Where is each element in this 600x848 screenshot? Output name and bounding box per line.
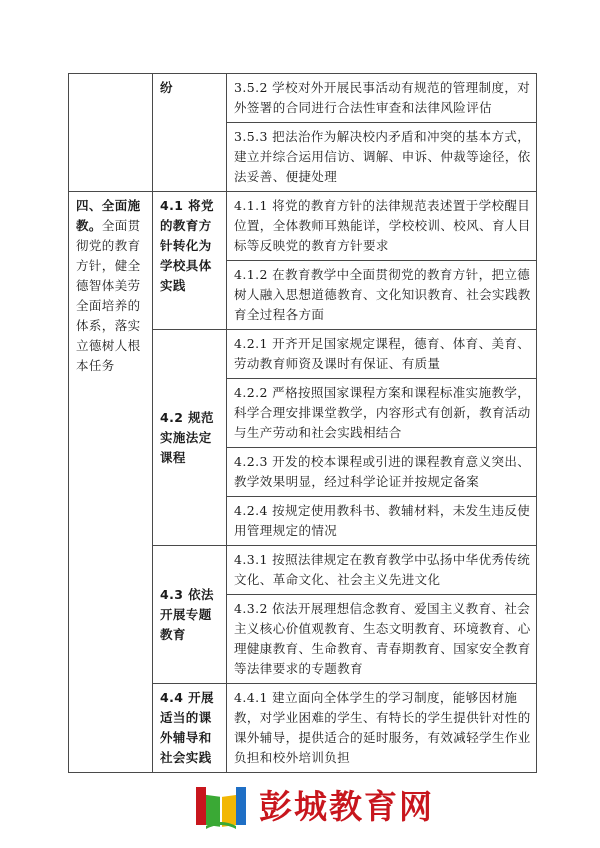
empty-level1-cell <box>69 74 153 192</box>
site-name: 彭城教育网 <box>259 786 434 826</box>
level2-continued-cell: 纷 <box>153 74 227 192</box>
level3-cell: 4.3.2 依法开展理想信念教育、爱国主义教育、社会主义核心价值观教育、生态文明教育、环境教育、心理健康教育、生命教育、青春期教育、国家安全教育等法律要求的专题教育 <box>227 595 537 684</box>
level3-cell: 4.1.2 在教育教学中全面贯彻党的教育方针，把立德树人融入思想道德教育、文化知识教育、社会实践教育全过程各方面 <box>227 261 537 330</box>
level2-cell: 4.2 规范实施法定课程 <box>153 330 227 546</box>
level1-description: 全面贯彻党的教育方针，健全德智体美劳全面培养的体系，落实立德树人根本任务 <box>76 218 141 373</box>
table-row <box>69 74 537 123</box>
level3-cell: 4.4.1 建立面向全体学生的学习制度，能够因材施教，对学业困难的学生、有特长的学生提供针对性的课外辅导，提供适合的延时服务，有效减轻学生作业负担和校外培训负担 <box>227 684 537 773</box>
level2-cell: 4.1 将党的教育方针转化为学校具体实践 <box>153 192 227 330</box>
level3-cell: 4.3.1 按照法律规定在教育教学中弘扬中华优秀传统文化、革命文化、社会主义先进文化 <box>227 546 537 595</box>
level2-cell: 4.3 依法开展专题教育 <box>153 546 227 684</box>
level1-cell <box>69 192 153 773</box>
criteria-table <box>68 73 537 773</box>
site-logo <box>193 778 453 830</box>
level3-cell: 4.1.1 将党的教育方针的法律规范表述置于学校醒目位置，全体教师耳熟能详，学校校训、校风、育人目标等反映党的教育方针要求 <box>227 192 537 261</box>
level3-cell: 3.5.3 把法治作为解决校内矛盾和冲突的基本方式，建立并综合运用信访、调解、申诉、仲裁等途径，依法妥善、便捷处理 <box>227 123 537 192</box>
level1-title: 四、全面施教。 <box>76 198 141 233</box>
table-row <box>69 192 537 261</box>
level3-cell: 3.5.2 学校对外开展民事活动有规范的管理制度，对外签署的合同进行合法性审查和法律风险评估 <box>227 74 537 123</box>
level3-cell: 4.2.3 开发的校本课程或引进的课程教育意义突出、教学效果明显，经过科学论证并按规定备案 <box>227 448 537 497</box>
level2-cell: 4.4 开展适当的课外辅导和社会实践 <box>153 684 227 773</box>
level3-cell: 4.2.1 开齐开足国家规定课程，德育、体育、美育、劳动教育师资及课时有保证、有质量 <box>227 330 537 379</box>
level3-cell: 4.2.4 按规定使用教科书、教辅材料，未发生违反使用管理规定的情况 <box>227 497 537 546</box>
book-logo-icon <box>193 778 249 830</box>
level3-cell: 4.2.2 严格按照国家课程方案和课程标准实施教学，科学合理安排课堂教学，内容形式有创新，教育活动与生产劳动和社会实践相结合 <box>227 379 537 448</box>
